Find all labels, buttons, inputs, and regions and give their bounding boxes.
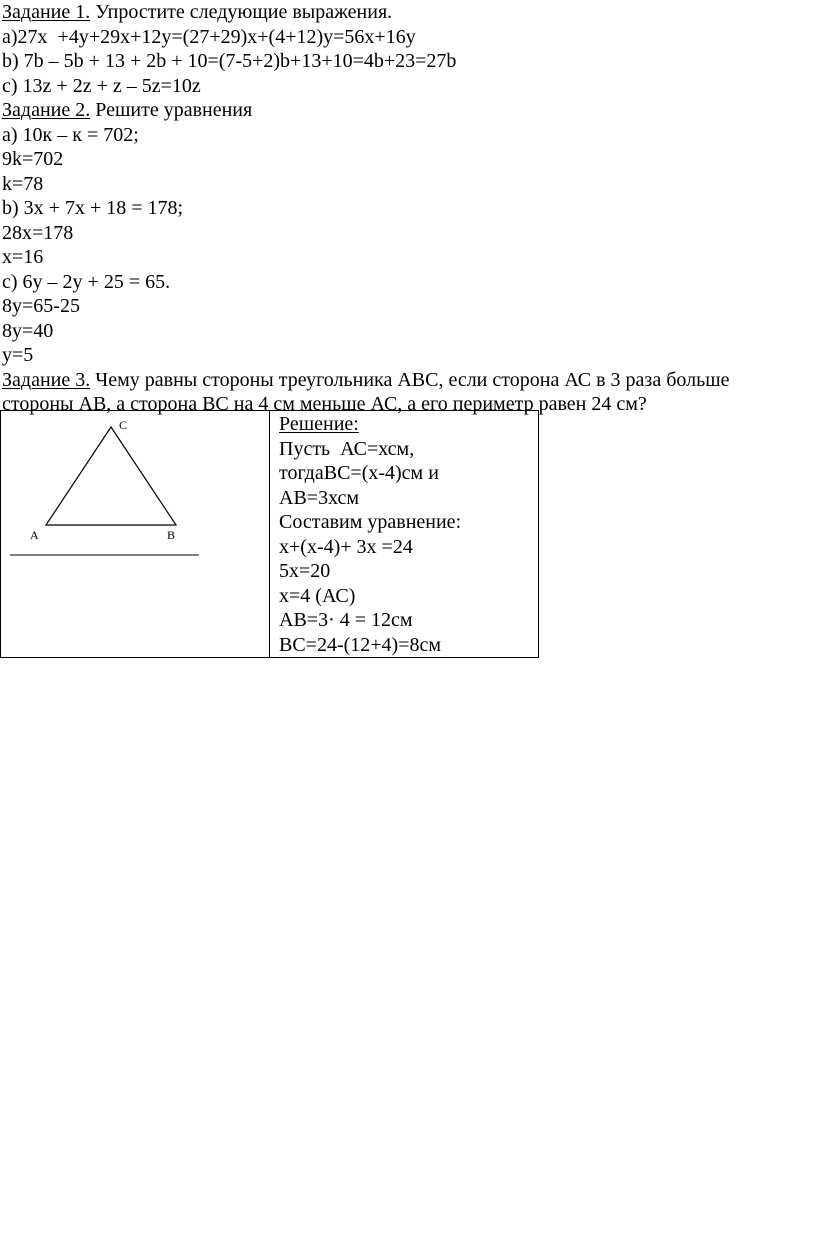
- vertex-label-a: A: [30, 528, 39, 542]
- document-page: [2, 0, 812, 417]
- task1-heading: Задание 1.: [2, 1, 91, 23]
- task2-heading: Задание 2.: [2, 99, 91, 121]
- solution-line: Составим уравнение:: [279, 511, 462, 533]
- figure-cell: [1, 411, 270, 658]
- triangle-abc: [46, 427, 176, 525]
- solution-line: ВС=24-(12+4)=8см: [279, 633, 442, 656]
- task1-title-line: [2, 0, 812, 25]
- task2-line: 8y=40: [2, 319, 54, 342]
- solution-heading: Решение:: [279, 413, 359, 435]
- task2-line: 28x=178: [2, 221, 74, 244]
- task3-prompt-line2: стороны АВ, а сторона ВС на 4 см меньше АС, а его периметр равен 24 см?: [2, 393, 647, 415]
- task2-line: c) 6y – 2y + 25 = 65.: [2, 270, 171, 293]
- vertex-label-c: C: [119, 418, 128, 432]
- task3-prompt-line1: Чему равны стороны треугольника АВС, если сторона АС в 3 раза больше: [90, 368, 730, 391]
- solution-line: х+(х-4)+ 3х =24: [279, 535, 413, 558]
- task3-title-line: [2, 368, 812, 393]
- task2-prompt: Решите уравнения: [90, 99, 253, 121]
- task2-line: а) 10к – к = 702;: [2, 123, 139, 146]
- solution-line: тогдаВС=(х-4)см и: [279, 462, 439, 484]
- solution-line: 5х=20: [279, 560, 331, 582]
- solution-line: х=4 (АС): [279, 584, 356, 607]
- task2-line: 9k=702: [2, 148, 64, 170]
- solution-cell: [270, 411, 539, 658]
- triangle-figure: [1, 411, 269, 656]
- task2-line: k=78: [2, 172, 44, 195]
- solution-table: [0, 410, 539, 658]
- solution-line: АВ=3· 4 = 12см: [279, 609, 413, 631]
- task2-line: y=5: [2, 344, 34, 366]
- task1-prompt: Упростите следующие выражения.: [90, 1, 393, 23]
- task1-line-a: а)27x +4y+29x+12y=(27+29)x+(4+12)y=56x+16y: [2, 25, 416, 48]
- task1-line-b: b) 7b – 5b + 13 + 2b + 10=(7-5+2)b+13+10=4b+23=27b: [2, 50, 457, 72]
- task2-line: x=16: [2, 246, 44, 268]
- task1-line-c: c) 13z + 2z + z – 5z=10z: [2, 74, 201, 97]
- solution-line: Пусть АС=хсм,: [279, 437, 415, 460]
- vertex-label-b: B: [167, 528, 176, 542]
- task2-title-line: [2, 98, 812, 123]
- task2-line: 8y=65-25: [2, 295, 80, 317]
- task2-line: b) 3x + 7x + 18 = 178;: [2, 197, 184, 219]
- task3-heading: Задание 3.: [2, 368, 91, 391]
- solution-line: АВ=3хсм: [279, 486, 360, 509]
